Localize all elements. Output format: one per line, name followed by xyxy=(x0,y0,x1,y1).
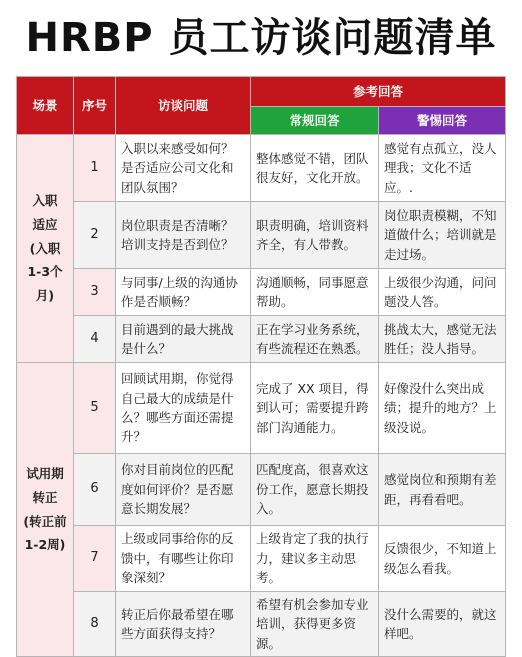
header-normal-answer: 常规回答 xyxy=(251,107,379,135)
normal-answer-cell: 正在学习业务系统，有些流程还在熟悉。 xyxy=(251,316,379,363)
normal-answer-cell: 整体感觉不错，团队很友好，文化开放。 xyxy=(251,135,379,202)
row-number: 7 xyxy=(74,526,116,592)
normal-answer-cell: 匹配度高，很喜欢这份工作，愿意长期投入。 xyxy=(251,454,379,526)
warning-answer-cell: 感觉岗位和预期有差距，再看看吧。 xyxy=(379,454,506,526)
warning-answer-cell: 好像没什么突出成绩；提升的地方？上级没说。 xyxy=(379,363,506,454)
normal-answer-cell: 职责明确，培训资料齐全，有人带教。 xyxy=(251,202,379,269)
normal-answer-cell: 完成了 XX 项目，得到认可；需要提升跨部门沟通能力。 xyxy=(251,363,379,454)
warning-answer-cell: 岗位职责模糊，不知道做什么；培训就是走过场。 xyxy=(379,202,506,269)
row-number: 3 xyxy=(74,269,116,316)
warning-answer-cell: 挑战太大，感觉无法胜任；没人指导。 xyxy=(379,316,506,363)
warning-answer-cell: 没什么需要的，就这样吧。 xyxy=(379,592,506,657)
question-cell: 回顾试用期，你觉得自己最大的成绩是什么？哪些方面还需提升？ xyxy=(116,363,251,454)
question-cell: 转正后你最希望在哪些方面获得支持？ xyxy=(116,592,251,657)
scene-probation: 试用期 转正 (转正前 1-2周) xyxy=(17,363,74,657)
page-title: HRBP 员工访谈问题清单 xyxy=(25,15,497,61)
header-scene: 场景 xyxy=(17,77,74,135)
question-cell: 与同事/上级的沟通协作是否顺畅？ xyxy=(116,269,251,316)
normal-answer-cell: 上级肯定了我的执行力，建议多主动思考。 xyxy=(251,526,379,592)
row-number: 5 xyxy=(74,363,116,454)
header-index: 序号 xyxy=(74,77,116,135)
header-warning-answer: 警惕回答 xyxy=(379,107,506,135)
question-cell: 目前遇到的最大挑战是什么？ xyxy=(116,316,251,363)
header-reference: 参考回答 xyxy=(251,77,506,107)
normal-answer-cell: 沟通顺畅，同事愿意帮助。 xyxy=(251,269,379,316)
row-number: 1 xyxy=(74,135,116,202)
warning-answer-cell: 上级很少沟通，问问题没人答。 xyxy=(379,269,506,316)
warning-answer-cell: 感觉有点孤立，没人理我；文化不适应。. xyxy=(379,135,506,202)
normal-answer-cell: 希望有机会参加专业培训，获得更多资源。 xyxy=(251,592,379,657)
question-cell: 你对目前岗位的匹配度如何评价？是否愿意长期发展？ xyxy=(116,454,251,526)
header-question: 访谈问题 xyxy=(116,77,251,135)
row-number: 6 xyxy=(74,454,116,526)
question-cell: 入职以来感受如何？是否适应公司文化和团队氛围？ xyxy=(116,135,251,202)
question-cell: 岗位职责是否清晰？培训支持是否到位？ xyxy=(116,202,251,269)
interview-table xyxy=(16,76,506,657)
row-number: 8 xyxy=(74,592,116,657)
scene-onboarding: 入职 适应 (入职 1-3个 月) xyxy=(17,135,74,363)
question-cell: 上级或同事给你的反馈中，有哪些让你印象深刻？ xyxy=(116,526,251,592)
row-number: 4 xyxy=(74,316,116,363)
row-number: 2 xyxy=(74,202,116,269)
warning-answer-cell: 反馈很少，不知道上级怎么看我。 xyxy=(379,526,506,592)
